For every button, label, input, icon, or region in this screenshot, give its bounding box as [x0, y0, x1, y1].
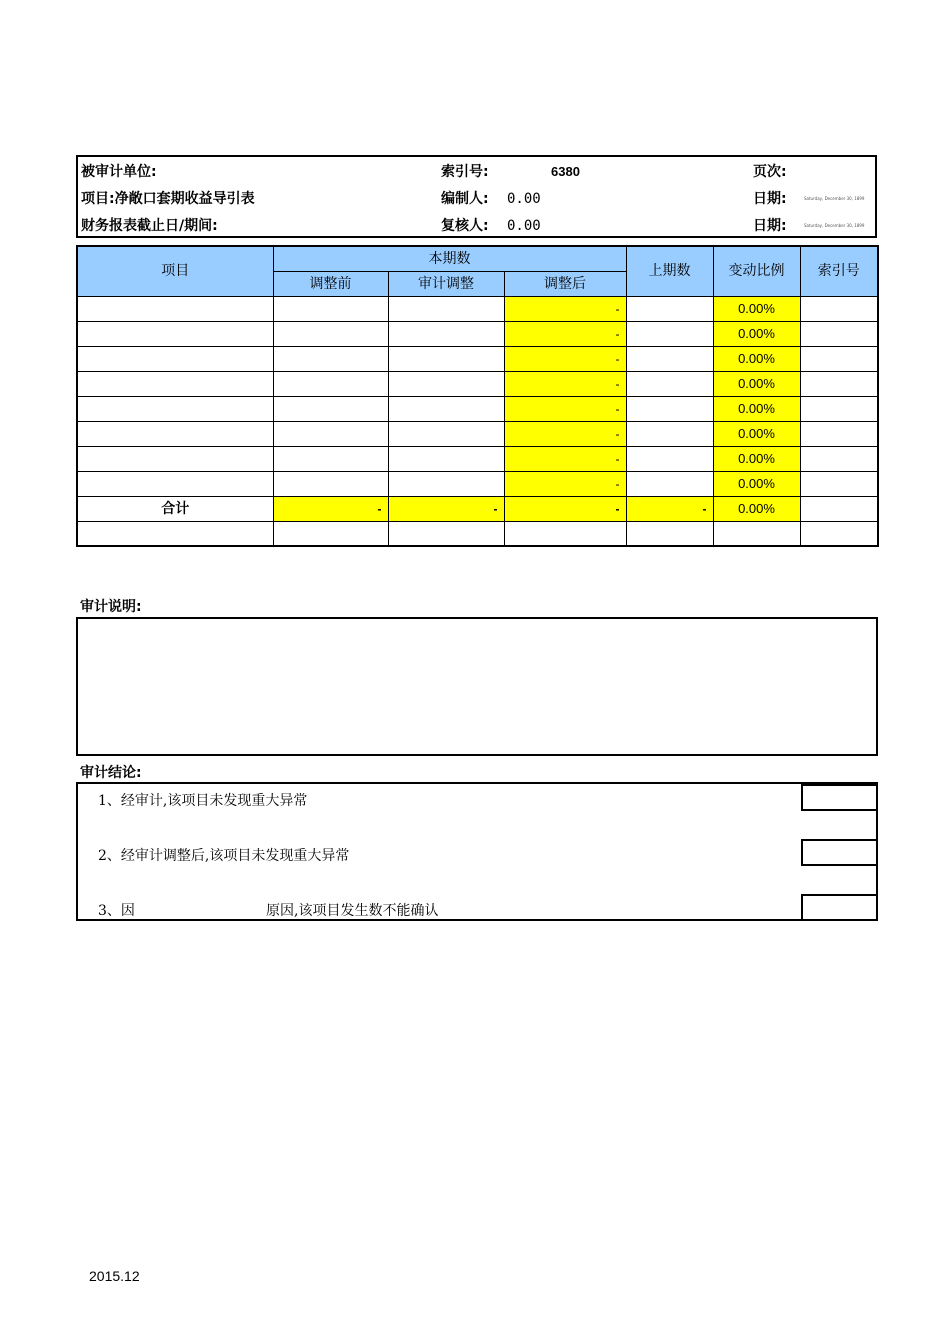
header-info-box — [76, 155, 877, 238]
audit-conclusion-box — [76, 782, 878, 921]
col-header-change: 变动比例 — [713, 246, 800, 296]
index-cell[interactable] — [800, 421, 878, 446]
item-cell[interactable] — [77, 371, 273, 396]
audit-adj-cell[interactable] — [388, 421, 504, 446]
prior-cell[interactable] — [626, 396, 713, 421]
before-adj-cell[interactable] — [273, 371, 388, 396]
audit-adj-cell[interactable] — [388, 321, 504, 346]
change-cell[interactable]: 0.00% — [713, 446, 800, 471]
table-row — [77, 446, 878, 471]
col-header-index: 索引号 — [800, 246, 878, 296]
table-row — [77, 396, 878, 421]
blank-cell[interactable] — [273, 521, 388, 546]
blank-cell[interactable] — [388, 521, 504, 546]
item-cell[interactable] — [77, 321, 273, 346]
after-adj-cell[interactable]: - — [504, 421, 626, 446]
table-row — [77, 371, 878, 396]
prior-cell[interactable] — [626, 296, 713, 321]
index-cell[interactable] — [800, 346, 878, 371]
change-cell[interactable]: 0.00% — [713, 321, 800, 346]
audit-adj-cell[interactable] — [388, 346, 504, 371]
after-adj-cell[interactable]: - — [504, 296, 626, 321]
item-cell[interactable] — [77, 421, 273, 446]
index-cell[interactable] — [800, 321, 878, 346]
page-label: 页次: — [753, 164, 787, 180]
prior-cell[interactable] — [626, 446, 713, 471]
table-row — [77, 471, 878, 496]
prior-cell[interactable] — [626, 421, 713, 446]
index-cell[interactable] — [800, 446, 878, 471]
prior-cell[interactable] — [626, 321, 713, 346]
change-cell[interactable]: 0.00% — [713, 346, 800, 371]
change-cell[interactable]: 0.00% — [713, 421, 800, 446]
blank-cell[interactable] — [626, 521, 713, 546]
total-row — [77, 496, 878, 521]
change-cell[interactable]: 0.00% — [713, 371, 800, 396]
table-row — [77, 321, 878, 346]
audit-adj-cell[interactable] — [388, 446, 504, 471]
conclusion-check-1[interactable] — [801, 784, 878, 811]
total-prior[interactable]: - — [626, 496, 713, 521]
preparer-value: 0.00 — [507, 191, 541, 207]
after-adj-cell[interactable]: - — [504, 396, 626, 421]
period-label: 财务报表截止日/期间: — [81, 218, 218, 234]
before-adj-cell[interactable] — [273, 346, 388, 371]
audit-conclusion-label: 审计结论: — [80, 765, 142, 781]
footer-version: 2015.12 — [89, 1268, 140, 1284]
prior-cell[interactable] — [626, 346, 713, 371]
date-label-1: 日期: — [753, 191, 787, 207]
total-after[interactable]: - — [504, 496, 626, 521]
after-adj-cell[interactable]: - — [504, 321, 626, 346]
blank-cell[interactable] — [713, 521, 800, 546]
index-label: 索引号: — [441, 164, 489, 180]
conclusion-item-2: 2、经审计调整后,该项目未发现重大异常 — [98, 848, 350, 864]
after-adj-cell[interactable]: - — [504, 346, 626, 371]
audit-notes-label: 审计说明: — [80, 599, 142, 615]
before-adj-cell[interactable] — [273, 296, 388, 321]
blank-row — [77, 521, 878, 546]
col-header-item: 项目 — [77, 246, 273, 296]
change-cell[interactable]: 0.00% — [713, 296, 800, 321]
table-row — [77, 296, 878, 321]
item-cell[interactable] — [77, 471, 273, 496]
conclusion-check-3[interactable] — [801, 894, 878, 921]
blank-cell[interactable] — [77, 521, 273, 546]
item-cell[interactable] — [77, 446, 273, 471]
total-before[interactable]: - — [273, 496, 388, 521]
conclusion-check-2[interactable] — [801, 839, 878, 866]
audit-adj-cell[interactable] — [388, 396, 504, 421]
date-value-2: Saturday, December 30, 1899 — [804, 223, 865, 228]
index-cell[interactable] — [800, 296, 878, 321]
reviewer-label: 复核人: — [441, 218, 489, 234]
item-cell[interactable] — [77, 296, 273, 321]
before-adj-cell[interactable] — [273, 471, 388, 496]
conclusion-item-3-prefix: 3、因 — [98, 903, 135, 919]
before-adj-cell[interactable] — [273, 446, 388, 471]
index-cell[interactable] — [800, 471, 878, 496]
col-header-current: 本期数 — [273, 246, 626, 271]
prior-cell[interactable] — [626, 371, 713, 396]
project-label: 项目:净敞口套期收益导引表 — [81, 191, 255, 207]
col-header-prior: 上期数 — [626, 246, 713, 296]
table-row — [77, 421, 878, 446]
preparer-label: 编制人: — [441, 191, 489, 207]
audit-adj-cell[interactable] — [388, 296, 504, 321]
total-change[interactable]: 0.00% — [713, 496, 800, 521]
conclusion-item-3-suffix: 原因,该项目发生数不能确认 — [266, 903, 439, 919]
total-label: 合计 — [77, 496, 273, 521]
total-audit-adj[interactable]: - — [388, 496, 504, 521]
index-cell[interactable] — [800, 396, 878, 421]
change-cell[interactable]: 0.00% — [713, 396, 800, 421]
change-cell[interactable]: 0.00% — [713, 471, 800, 496]
before-adj-cell[interactable] — [273, 321, 388, 346]
total-index[interactable] — [800, 496, 878, 521]
col-header-after-adj: 调整后 — [504, 271, 626, 296]
col-header-audit-adj: 审计调整 — [388, 271, 504, 296]
date-label-2: 日期: — [753, 218, 787, 234]
before-adj-cell[interactable] — [273, 421, 388, 446]
after-adj-cell[interactable]: - — [504, 471, 626, 496]
index-value: 6380 — [551, 164, 580, 179]
blank-cell[interactable] — [800, 521, 878, 546]
guide-table — [76, 245, 879, 547]
audit-adj-cell[interactable] — [388, 371, 504, 396]
table-row — [77, 346, 878, 371]
auditee-label: 被审计单位: — [81, 164, 157, 180]
reviewer-value: 0.00 — [507, 218, 541, 234]
col-header-before-adj: 调整前 — [273, 271, 388, 296]
item-cell[interactable] — [77, 396, 273, 421]
item-cell[interactable] — [77, 346, 273, 371]
index-cell[interactable] — [800, 371, 878, 396]
date-value-1: Saturday, December 30, 1899 — [804, 196, 865, 201]
after-adj-cell[interactable]: - — [504, 371, 626, 396]
before-adj-cell[interactable] — [273, 396, 388, 421]
blank-cell[interactable] — [504, 521, 626, 546]
conclusion-item-1: 1、经审计,该项目未发现重大异常 — [98, 793, 308, 809]
prior-cell[interactable] — [626, 471, 713, 496]
audit-notes-box[interactable] — [76, 617, 878, 756]
after-adj-cell[interactable]: - — [504, 446, 626, 471]
audit-adj-cell[interactable] — [388, 471, 504, 496]
